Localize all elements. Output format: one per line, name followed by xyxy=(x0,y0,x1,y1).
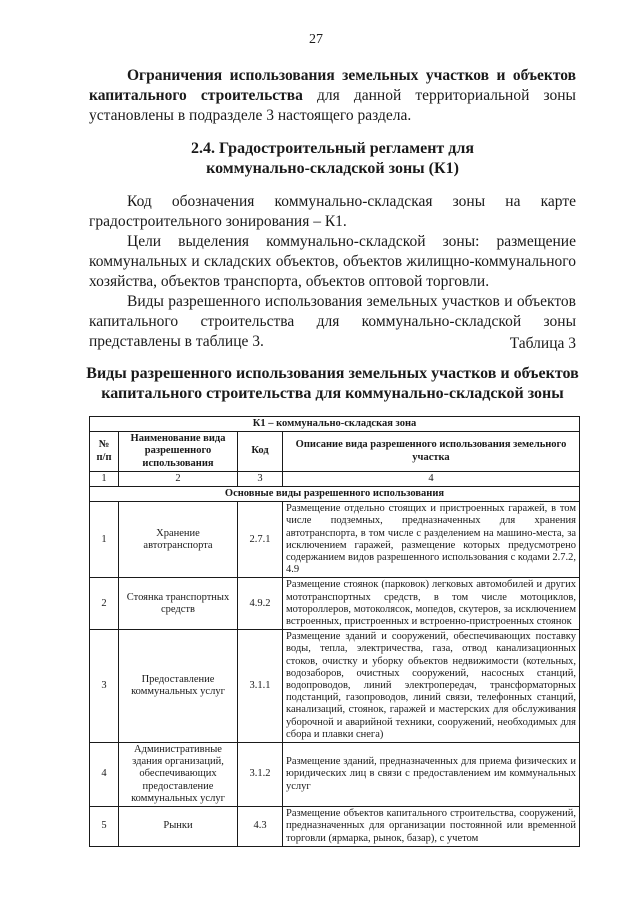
table-row xyxy=(90,807,580,847)
table-row xyxy=(90,502,580,578)
intro-paragraph xyxy=(89,66,576,126)
row-code: 3.1.2 xyxy=(238,743,283,807)
row-desc: Размещение стоянок (парковок) легковых автомобилей и других мототранспортных средств, в том числе мотоциклов, мотороллеров, мотоколясок, мопедов, скутеров, за исключением встроенных, пристроенных и встроенно-пристроенных стоянок xyxy=(283,578,580,630)
row-num: 5 xyxy=(90,807,119,847)
row-num: 3 xyxy=(90,630,119,743)
section-cell: Основные виды разрешенного использования xyxy=(90,487,580,502)
section-row xyxy=(90,487,580,502)
intro-text: для данной территориальной зоны установлены в подразделе 3 настоящего раздела. xyxy=(89,87,576,124)
table-title-line1: Виды разрешенного использования земельных участков и объектов xyxy=(86,365,579,382)
row-num: 4 xyxy=(90,743,119,807)
row-code: 3.1.1 xyxy=(238,630,283,743)
row-name: Хранение автотранспорта xyxy=(119,502,238,578)
header-num: № п/п xyxy=(90,432,119,472)
intro-bold-text: Ограничения использования земельных участков и объектов капитального строительства xyxy=(89,67,576,104)
row-code: 2.7.1 xyxy=(238,502,283,578)
section-heading-line2: коммунально-складской зоны (К1) xyxy=(206,160,459,177)
table-row xyxy=(90,578,580,630)
row-name: Административные здания организаций, обеспечивающих предоставление коммунальных услуг xyxy=(119,743,238,807)
code-paragraph: Код обозначения коммунально-складская зоны на карте градостроительного зонирования – К1. xyxy=(89,193,576,230)
section-heading xyxy=(89,139,576,179)
page-number: 27 xyxy=(309,32,323,47)
zone-row xyxy=(90,417,580,432)
row-name: Стоянка транспортных средств xyxy=(119,578,238,630)
row-code: 4.9.2 xyxy=(238,578,283,630)
zone-cell: К1 – коммунально-складская зона xyxy=(90,417,580,432)
row-code: 4.3 xyxy=(238,807,283,847)
section-heading-line1: 2.4. Градостроительный регламент для xyxy=(191,140,474,157)
row-num: 1 xyxy=(90,502,119,578)
header-code: Код xyxy=(238,432,283,472)
row-desc: Размещение зданий, предназначенных для приема физических и юридических лиц в связи с предоставлением им коммунальных услуг xyxy=(283,743,580,807)
regulation-table xyxy=(89,416,580,847)
types-paragraph: Виды разрешенного использования земельных участков и объектов капитального строительства для коммунально-складской зоны представлены в таблице 3. xyxy=(89,293,576,350)
goals-paragraph: Цели выделения коммунально-складской зоны: размещение коммунальных и складских объектов, объектов жилищно-коммунального хозяйства, объектов транспорта, объектов оптовой торговли. xyxy=(89,233,576,290)
index-cell: 2 xyxy=(119,471,238,486)
row-num: 2 xyxy=(90,578,119,630)
row-desc: Размещение зданий и сооружений, обеспечивающих поставку воды, тепла, электричества, газа, отвод канализационных стоков, очистку и уборку объектов недвижимости (котельных, водозаборов, очистных сооружений, насосных станций, водопроводов, линий электропередач, трансформаторных подстанций, газопроводов, линий связи, телефонных станций, канализаций, стоянок, гаражей и мастерских для обслуживания уборочной и аварийной техники, сооружений, необходимых для сбора и плавки снега) xyxy=(283,630,580,743)
table-title-line2: капитального строительства для коммунально-складской зоны xyxy=(101,385,564,402)
header-row xyxy=(90,432,580,472)
index-cell: 1 xyxy=(90,471,119,486)
row-desc: Размещение объектов капитального строительства, сооружений, предназначенных для организации постоянной или временной торговли (ярмарка, рынок, базар), с учетом xyxy=(283,807,580,847)
table-title xyxy=(80,364,585,404)
index-row xyxy=(90,471,580,486)
table-label: Таблица 3 xyxy=(509,335,576,352)
row-desc: Размещение отдельно стоящих и пристроенных гаражей, в том числе подземных, предназначенных для хранения автотранспорта, в том числе с разделением на машино-места, за исключением гаражей, размещение которых предусмотрено содержанием видов разрешенного использования с кодами 2.7.2, 4.9 xyxy=(283,502,580,578)
index-cell: 3 xyxy=(238,471,283,486)
header-name: Наименование вида разрешенного использования xyxy=(119,432,238,472)
table-row xyxy=(90,630,580,743)
row-name: Рынки xyxy=(119,807,238,847)
table-row xyxy=(90,743,580,807)
header-desc: Описание вида разрешенного использования земельного участка xyxy=(283,432,580,472)
row-name: Предоставление коммунальных услуг xyxy=(119,630,238,743)
index-cell: 4 xyxy=(283,471,580,486)
